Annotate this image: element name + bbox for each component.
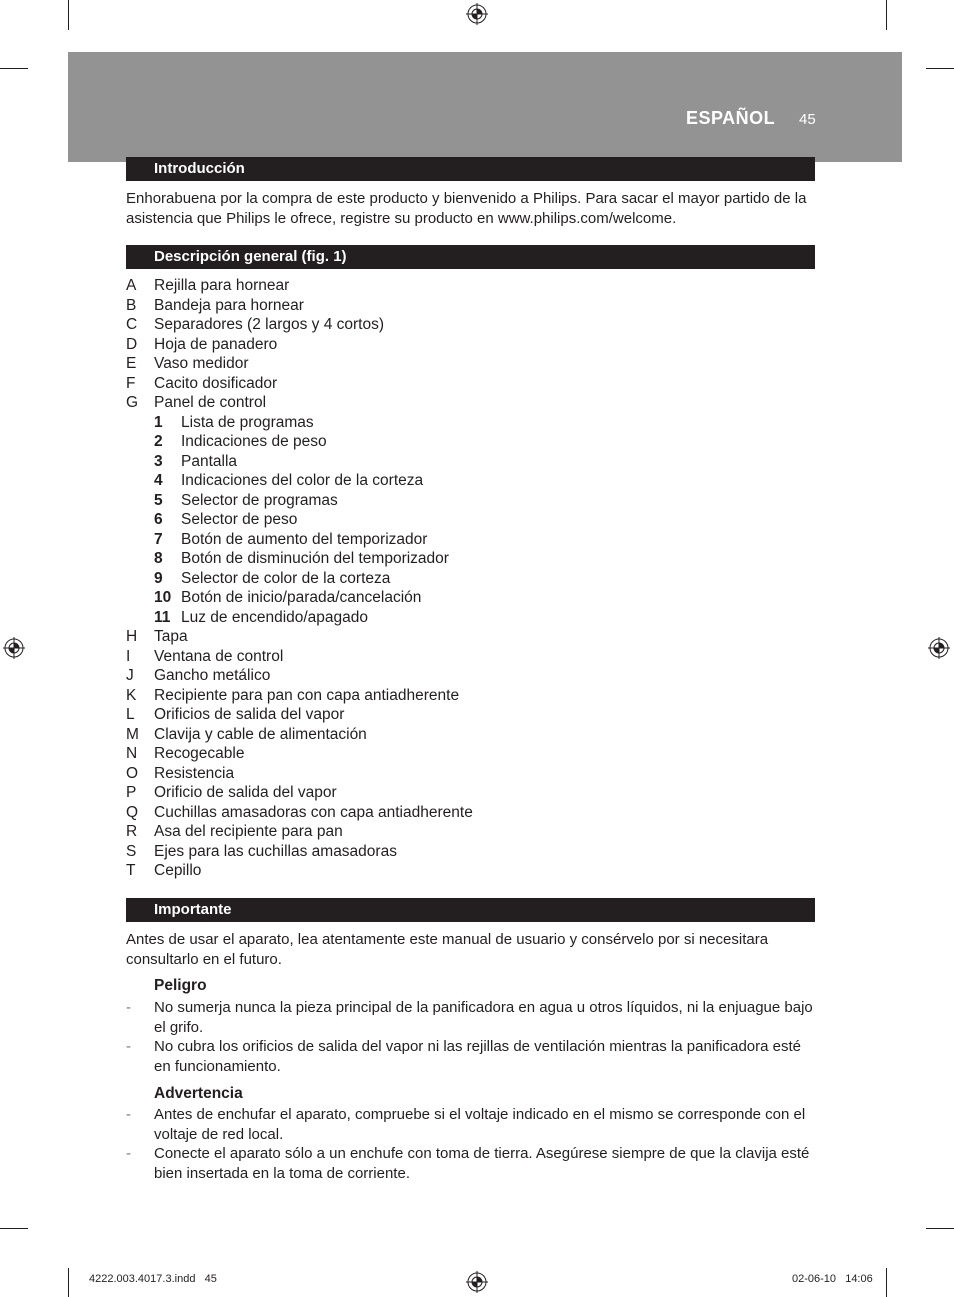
list-item-key: H bbox=[126, 628, 138, 645]
list-item-key: O bbox=[126, 764, 139, 782]
header-band bbox=[68, 52, 902, 162]
list-item bbox=[126, 276, 726, 296]
list-item bbox=[126, 393, 726, 413]
list-item-text: Rejilla para hornear bbox=[154, 277, 290, 294]
warning-item-text: Antes de enchufar el aparato, compruebe si el voltaje indicado en el mismo se corresponde con el voltaje de red local. bbox=[154, 1106, 806, 1143]
list-item-text: Gancho metálico bbox=[154, 667, 271, 684]
list-item-key: G bbox=[126, 394, 139, 411]
list-item-text: Indicaciones del color de la corteza bbox=[181, 472, 424, 489]
language-label: ESPAÑOL bbox=[686, 108, 776, 128]
trim-mark bbox=[0, 1228, 28, 1229]
list-item bbox=[154, 413, 754, 433]
list-item-text: Pantalla bbox=[181, 452, 238, 470]
list-item-text: Indicaciones de peso bbox=[181, 433, 327, 450]
list-item bbox=[126, 764, 726, 784]
list-item-text: Botón de disminución del temporizador bbox=[181, 550, 449, 567]
danger-item-text: No cubra los orificios de salida del vapor ni las rejillas de ventilación mientras la panificadora esté en funcionamiento. bbox=[154, 1038, 801, 1075]
list-item-text: Ventana de control bbox=[154, 647, 284, 665]
list-item-text: Panel de control bbox=[154, 394, 267, 411]
list-item-text: Selector de color de la corteza bbox=[181, 569, 391, 587]
list-item-key: J bbox=[126, 667, 134, 684]
list-item-text: Orificios de salida del vapor bbox=[154, 706, 345, 723]
list-item-text: Botón de aumento del temporizador bbox=[181, 530, 428, 548]
section-title-important: Importante bbox=[126, 898, 815, 922]
list-item-text: Luz de encendido/apagado bbox=[181, 608, 369, 626]
bullet-dash: - bbox=[126, 1145, 131, 1162]
list-item-key: 6 bbox=[154, 511, 163, 528]
list-item-text: Cuchillas amasadoras con capa antiadherente bbox=[154, 803, 473, 821]
list-item-text: Asa del recipiente para pan bbox=[154, 823, 343, 840]
registration-mark-icon bbox=[466, 1271, 488, 1293]
list-item bbox=[154, 530, 754, 550]
list-item-text: Resistencia bbox=[154, 764, 235, 782]
list-item-key: M bbox=[126, 725, 139, 743]
list-item bbox=[126, 315, 726, 335]
list-item bbox=[126, 374, 726, 394]
list-item-key: 2 bbox=[154, 433, 163, 450]
list-item-key: F bbox=[126, 374, 136, 392]
warning-heading: Advertencia bbox=[154, 1085, 243, 1102]
list-item bbox=[126, 666, 726, 686]
list-item bbox=[126, 296, 726, 316]
list-item bbox=[126, 354, 726, 374]
list-item-text: Vaso medidor bbox=[154, 355, 249, 372]
danger-item-text: No sumerja nunca la pieza principal de la panificadora en agua u otros líquidos, ni la enjuague bajo el grifo. bbox=[154, 999, 813, 1036]
list-item-key: 11 bbox=[154, 608, 171, 626]
danger-heading: Peligro bbox=[154, 977, 207, 994]
list-item bbox=[154, 510, 754, 530]
list-item-text: Cacito dosificador bbox=[154, 374, 278, 392]
list-item bbox=[126, 783, 726, 803]
list-item bbox=[126, 335, 726, 355]
section-title-overview: Descripción general (fig. 1) bbox=[126, 245, 815, 269]
trim-mark bbox=[0, 68, 28, 69]
list-item-key: P bbox=[126, 784, 137, 801]
list-item-key: 9 bbox=[154, 569, 163, 587]
list-item-key: 3 bbox=[154, 452, 163, 470]
list-item-text: Selector de programas bbox=[181, 491, 338, 509]
list-item-key: L bbox=[126, 706, 135, 723]
list-item-key: D bbox=[126, 335, 138, 353]
list-item bbox=[126, 627, 726, 647]
footer-datetime: 02-06-10 14:06 bbox=[792, 1273, 873, 1285]
important-text: Antes de usar el aparato, lea atentamente este manual de usuario y consérvelo por si necesitara consultarlo en el futuro. bbox=[126, 931, 769, 968]
list-item-text: Orificio de salida del vapor bbox=[154, 784, 337, 801]
page-number: 45 bbox=[799, 111, 816, 128]
list-item bbox=[154, 452, 754, 472]
list-item-key: R bbox=[126, 823, 138, 840]
list-item-text: Ejes para las cuchillas amasadoras bbox=[154, 842, 397, 860]
list-item-key: 7 bbox=[154, 530, 163, 548]
list-item bbox=[154, 432, 754, 452]
list-item-key: 10 bbox=[154, 589, 172, 606]
list-item bbox=[154, 569, 754, 589]
list-item bbox=[154, 608, 754, 628]
list-item-text: Clavija y cable de alimentación bbox=[154, 725, 367, 743]
trim-mark bbox=[886, 0, 887, 30]
list-item bbox=[126, 725, 726, 745]
list-item-key: 1 bbox=[154, 413, 163, 431]
list-item bbox=[126, 861, 726, 881]
intro-text: Enhorabuena por la compra de este producto y bienvenido a Philips. Para sacar el mayor partido de la asistencia que Philips le ofrece, registre su producto en www.philips.com/welcome. bbox=[126, 190, 807, 227]
trim-mark bbox=[68, 1268, 69, 1297]
trim-mark bbox=[886, 1268, 887, 1297]
list-item bbox=[154, 491, 754, 511]
section-title-intro: Introducción bbox=[126, 157, 815, 181]
list-item-key: 5 bbox=[154, 491, 163, 509]
list-item-text: Separadores (2 largos y 4 cortos) bbox=[154, 316, 385, 333]
list-item bbox=[126, 686, 726, 706]
registration-mark-icon bbox=[3, 637, 25, 659]
list-item-text: Tapa bbox=[154, 628, 188, 645]
warning-item-text: Conecte el aparato sólo a un enchufe con toma de tierra. Asegúrese siempre de que la clavija esté bien insertada en la toma de corriente. bbox=[154, 1145, 810, 1182]
list-item bbox=[126, 842, 726, 862]
list-item-text: Bandeja para hornear bbox=[154, 296, 304, 314]
trim-mark bbox=[68, 0, 69, 30]
list-item-text: Cepillo bbox=[154, 862, 202, 879]
registration-mark-icon bbox=[928, 637, 950, 659]
list-item-key: I bbox=[126, 647, 131, 665]
list-item bbox=[126, 744, 726, 764]
list-item-key: S bbox=[126, 842, 137, 860]
list-item bbox=[154, 549, 754, 569]
list-item bbox=[126, 705, 726, 725]
bullet-dash: - bbox=[126, 1106, 131, 1123]
bullet-dash: - bbox=[126, 1038, 131, 1055]
list-item-key: N bbox=[126, 745, 138, 762]
trim-mark bbox=[926, 68, 954, 69]
list-item bbox=[126, 822, 726, 842]
list-item-text: Lista de programas bbox=[181, 413, 314, 431]
list-item-key: 4 bbox=[154, 472, 163, 489]
list-item bbox=[126, 647, 726, 667]
list-item-key: K bbox=[126, 686, 137, 704]
list-item-key: E bbox=[126, 355, 137, 372]
list-item-text: Recogecable bbox=[154, 745, 245, 762]
list-item-key: Q bbox=[126, 803, 139, 821]
list-item-key: T bbox=[126, 862, 136, 879]
list-item bbox=[154, 588, 754, 608]
registration-mark-icon bbox=[466, 3, 488, 25]
bullet-dash: - bbox=[126, 999, 131, 1016]
list-item-key: 8 bbox=[154, 550, 163, 567]
list-item-text: Recipiente para pan con capa antiadherente bbox=[154, 686, 460, 704]
list-item-key: C bbox=[126, 316, 138, 333]
list-item bbox=[126, 803, 726, 823]
list-item-text: Botón de inicio/parada/cancelación bbox=[181, 589, 422, 606]
footer-filename: 4222.003.4017.3.indd 45 bbox=[89, 1273, 217, 1285]
trim-mark bbox=[926, 1228, 954, 1229]
list-item-text: Selector de peso bbox=[181, 511, 298, 528]
list-item-text: Hoja de panadero bbox=[154, 335, 278, 353]
list-item bbox=[154, 471, 754, 491]
list-item-key: B bbox=[126, 296, 137, 314]
list-item-key: A bbox=[126, 277, 137, 294]
